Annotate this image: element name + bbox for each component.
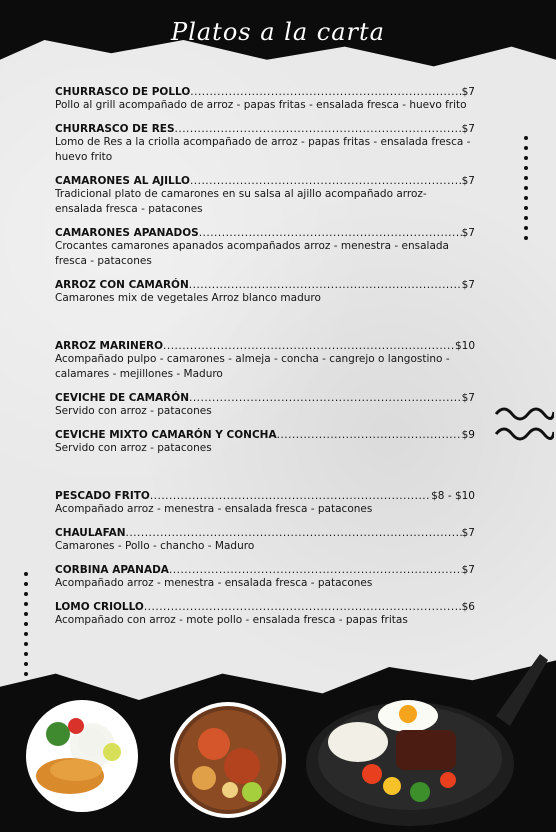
item-name: PESCADO FRITO [55, 490, 150, 502]
item-name: ARROZ MARINERO [55, 340, 164, 352]
item-name: CHAULAFAN [55, 527, 126, 539]
leader-dots [144, 601, 462, 613]
item-description: Tradicional plato de camarones en su salsa al ajillo acompañado arroz- ensalada fresca - patacones [55, 188, 427, 215]
menu-item-lomo-criollo [55, 601, 475, 628]
leader-dots [175, 123, 462, 135]
menu-item-arroz-marinero [55, 340, 475, 382]
item-price: $7 [461, 175, 475, 187]
item-name: CAMARONES AL AJILLO [55, 175, 190, 187]
item-name: LOMO CRIOLLO [55, 601, 144, 613]
item-name: CHURRASCO DE POLLO [55, 86, 191, 98]
menu-item-camarones-apanados [55, 227, 475, 269]
item-price: $8 - $10 [431, 490, 475, 502]
item-price: $7 [461, 279, 475, 291]
leader-dots [150, 490, 431, 502]
item-price: $9 [461, 429, 475, 441]
food-photo-seafood [170, 702, 286, 818]
menu-item-churrasco-res [55, 123, 475, 165]
decorative-dots-left [24, 572, 30, 676]
leader-dots [190, 175, 462, 187]
item-description: Crocantes camarones apanados acompañados arroz - menestra - ensalada fresca - patacones [55, 240, 449, 267]
item-price: $10 [454, 340, 475, 352]
item-price: $7 [461, 123, 475, 135]
menu-item-pescado-frito [55, 490, 475, 517]
item-description: Acompañado con arroz - mote pollo - ensalada fresca - papas fritas [55, 614, 408, 626]
spacer [55, 316, 475, 340]
item-description: Camarones mix de vegetales Arroz blanco maduro [55, 292, 321, 304]
item-description: Acompañado arroz - menestra - ensalada fresca - patacones [55, 577, 373, 589]
item-name: CORBINA APANADA [55, 564, 169, 576]
item-name: CEVICHE MIXTO CAMARÓN Y CONCHA [55, 429, 277, 441]
menu-item-chaulafan [55, 527, 475, 554]
item-description: Acompañado arroz - menestra - ensalada fresca - patacones [55, 503, 373, 515]
menu-list [55, 86, 475, 638]
decorative-dots-right [524, 136, 530, 240]
item-description: Pollo al grill acompañado de arroz - papas fritas - ensalada fresca - huevo frito [55, 99, 467, 111]
menu-item-ceviche-mixto [55, 429, 475, 456]
page-title: Platos a la carta [171, 18, 385, 46]
item-description: Acompañado pulpo - camarones - almeja - concha - cangrejo o langostino - calamares - mejillones - Maduro [55, 353, 450, 380]
item-price: $6 [461, 601, 475, 613]
wave-decoration-icon [494, 400, 554, 446]
spacer [55, 466, 475, 490]
leader-dots [189, 279, 462, 291]
item-name: ARROZ CON CAMARÓN [55, 279, 189, 291]
menu-item-corbina-apanada [55, 564, 475, 591]
item-price: $7 [461, 527, 475, 539]
leader-dots [199, 227, 462, 239]
leader-dots [277, 429, 462, 441]
food-photo-fried-fish [26, 700, 138, 812]
leader-dots [126, 527, 462, 539]
menu-item-camarones-ajillo [55, 175, 475, 217]
leader-dots [163, 340, 455, 352]
leader-dots [190, 86, 461, 98]
item-price: $7 [461, 392, 475, 404]
food-photo-skillet-steak [300, 646, 550, 832]
item-name: CAMARONES APANADOS [55, 227, 199, 239]
item-price: $7 [461, 227, 475, 239]
menu-item-churrasco-pollo [55, 86, 475, 113]
item-description: Lomo de Res a la criolla acompañado de arroz - papas fritas - ensalada fresca - huevo frito [55, 136, 471, 163]
item-price: $7 [461, 86, 475, 98]
item-price: $7 [461, 564, 475, 576]
item-name: CEVICHE DE CAMARÓN [55, 392, 189, 404]
item-description: Servido con arroz - patacones [55, 405, 212, 417]
item-description: Camarones - Pollo - chancho - Maduro [55, 540, 255, 552]
menu-item-ceviche-camaron [55, 392, 475, 419]
leader-dots [189, 392, 462, 404]
item-name: CHURRASCO DE RES [55, 123, 175, 135]
menu-item-arroz-camaron [55, 279, 475, 306]
leader-dots [169, 564, 462, 576]
item-description: Servido con arroz - patacones [55, 442, 212, 454]
